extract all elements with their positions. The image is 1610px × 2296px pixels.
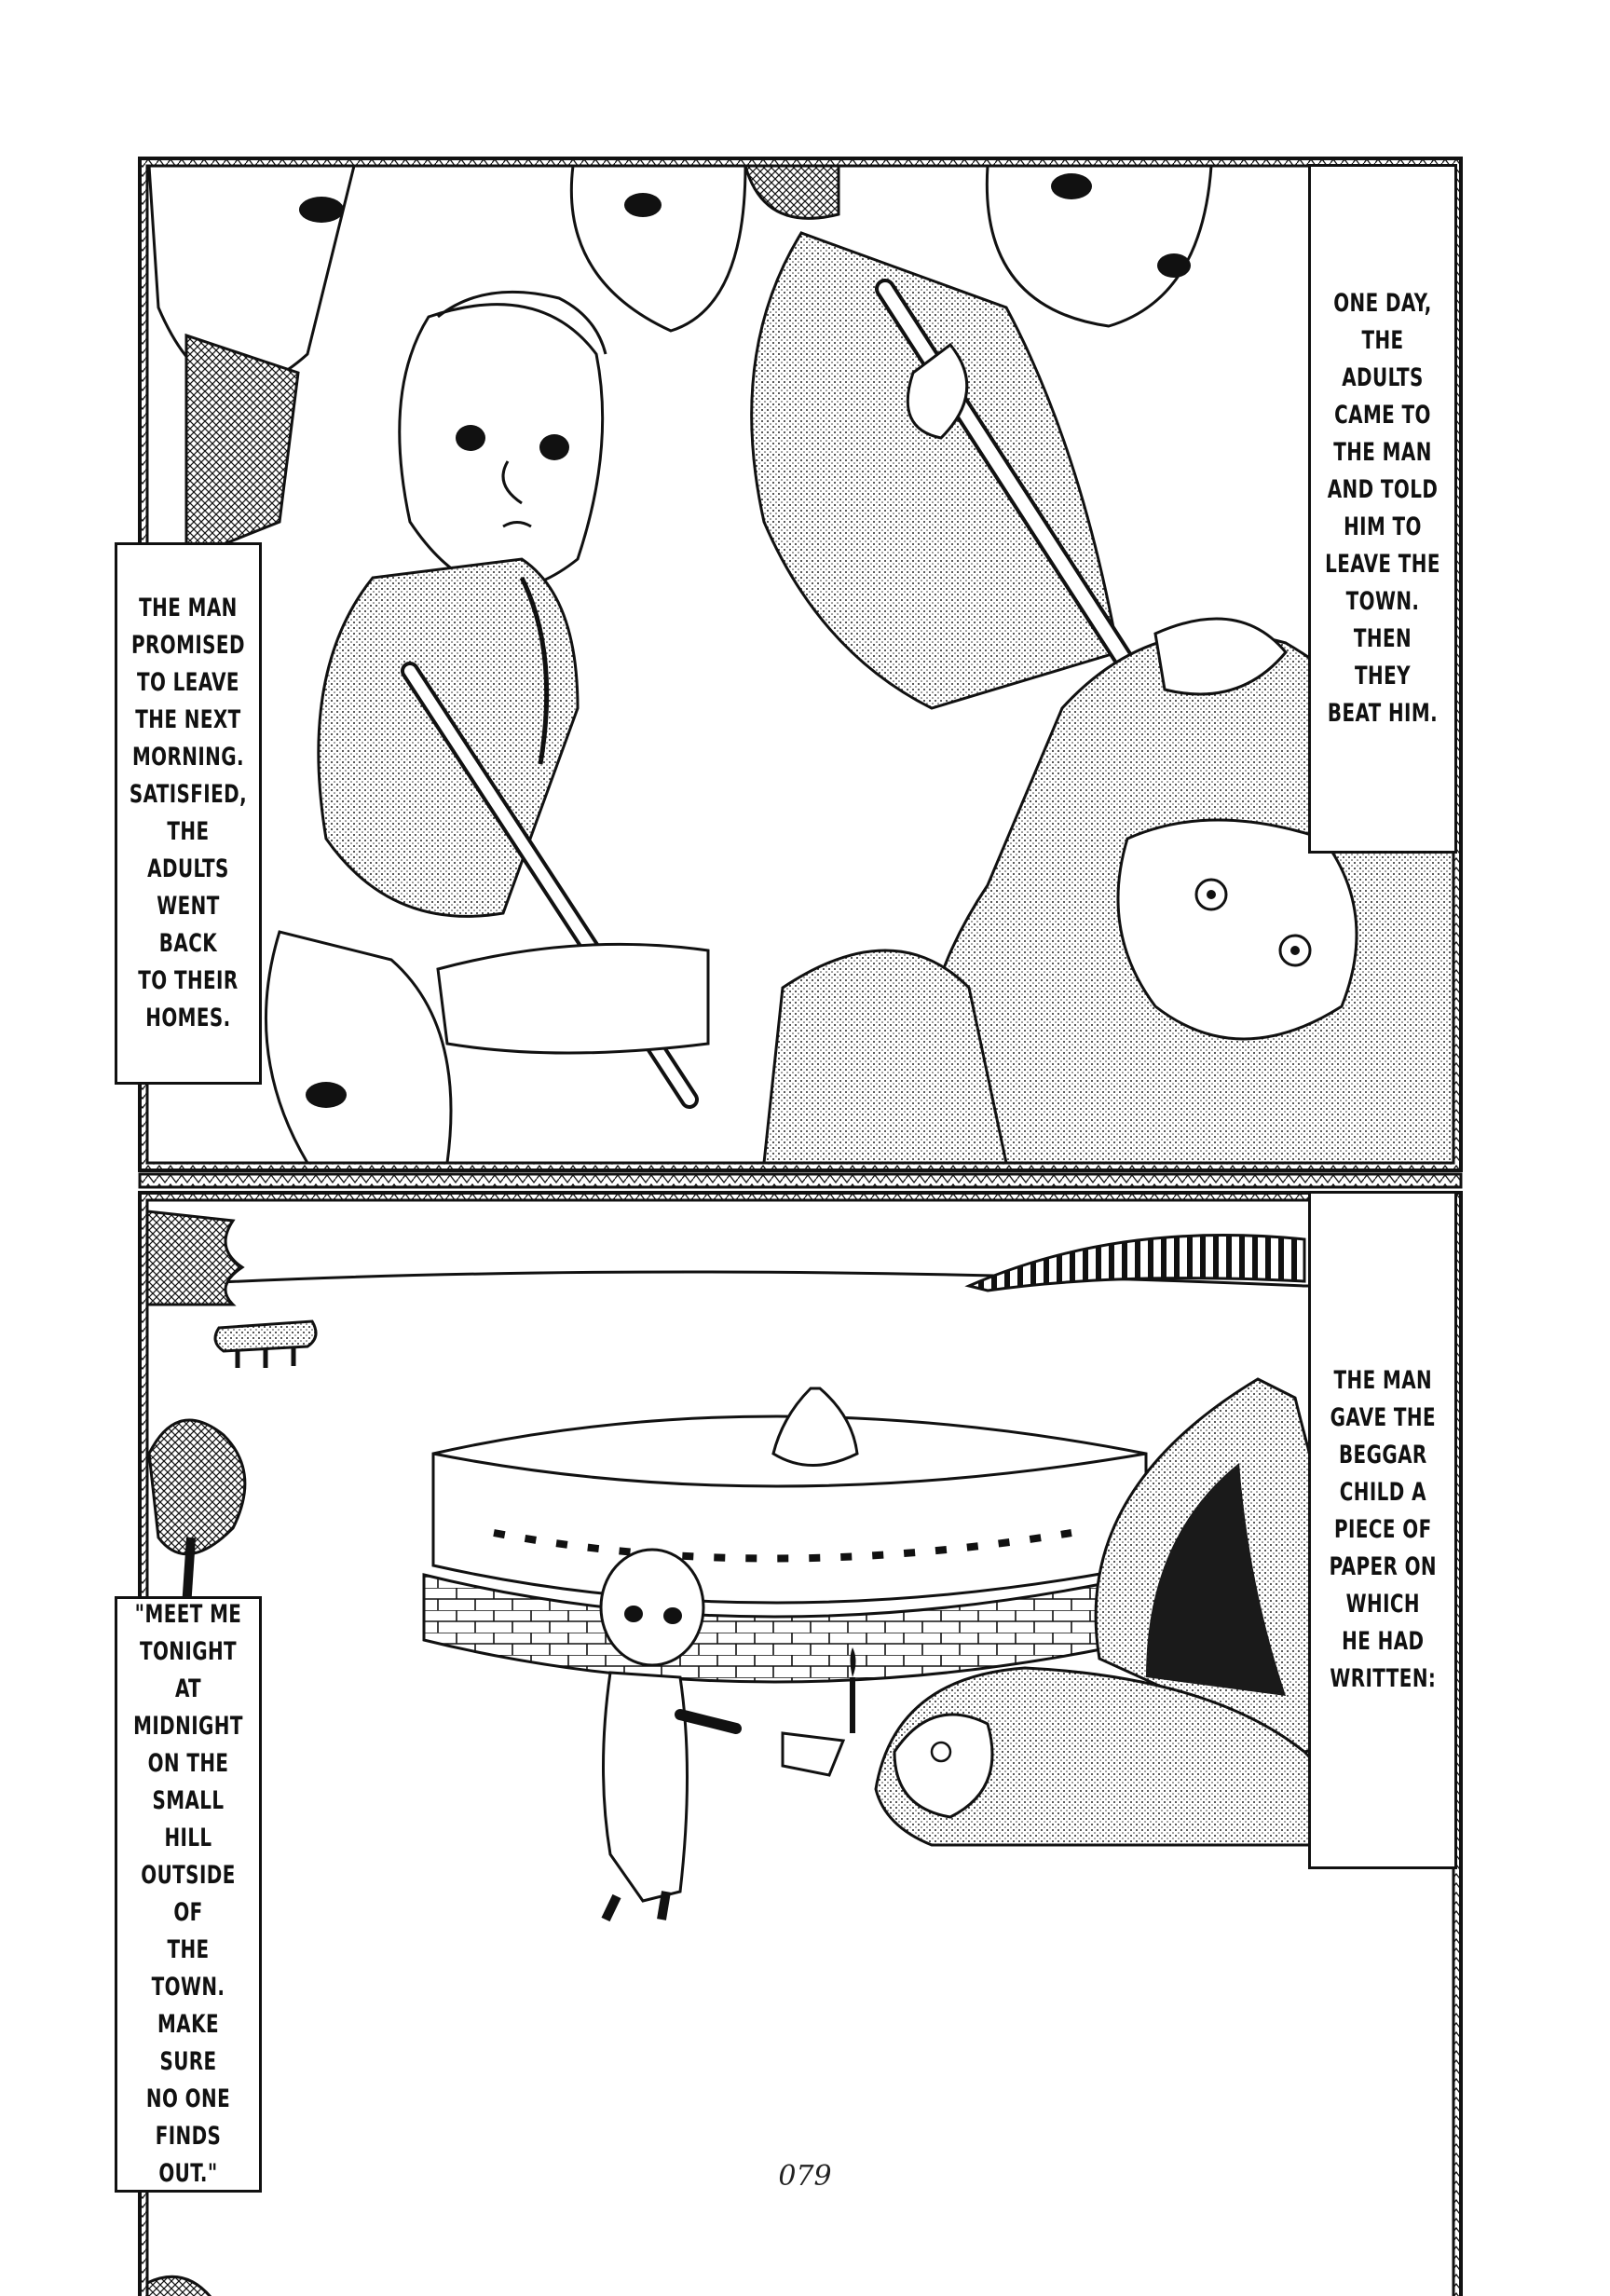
panel-separator [140,1174,1461,1187]
panel-1-art [140,158,1461,1170]
caption-text: ONE DAY, THE ADULTS CAME TO THE MAN AND TOLD HIM TO LEAVE THE TOWN. THEN THEY BEAT HIM. [1325,289,1440,728]
caption-text: "MEET ME TONIGHT AT MIDNIGHT ON THE SMALL HILL OUTSIDE OF THE TOWN. MAKE SURE NO ONE FINDS OUT." [133,1600,243,2188]
caption-text: THE MAN PROMISED TO LEAVE THE NEXT MORNING. SATISFIED, THE ADULTS WENT BACK TO THEIR HOMES. [129,594,248,1032]
caption-box-panel1-left [115,542,262,1085]
panel-2-art [140,1193,1461,2296]
caption-text: THE MAN GAVE THE BEGGAR CHILD A PIECE OF PAPER ON WHICH HE HAD WRITTEN: [1329,1366,1437,1693]
caption-box-panel2-left [115,1596,262,2193]
caption-box-panel2-right [1308,1191,1457,1869]
page-number: 079 [778,2160,832,2193]
caption-box-panel1-right [1308,164,1457,854]
